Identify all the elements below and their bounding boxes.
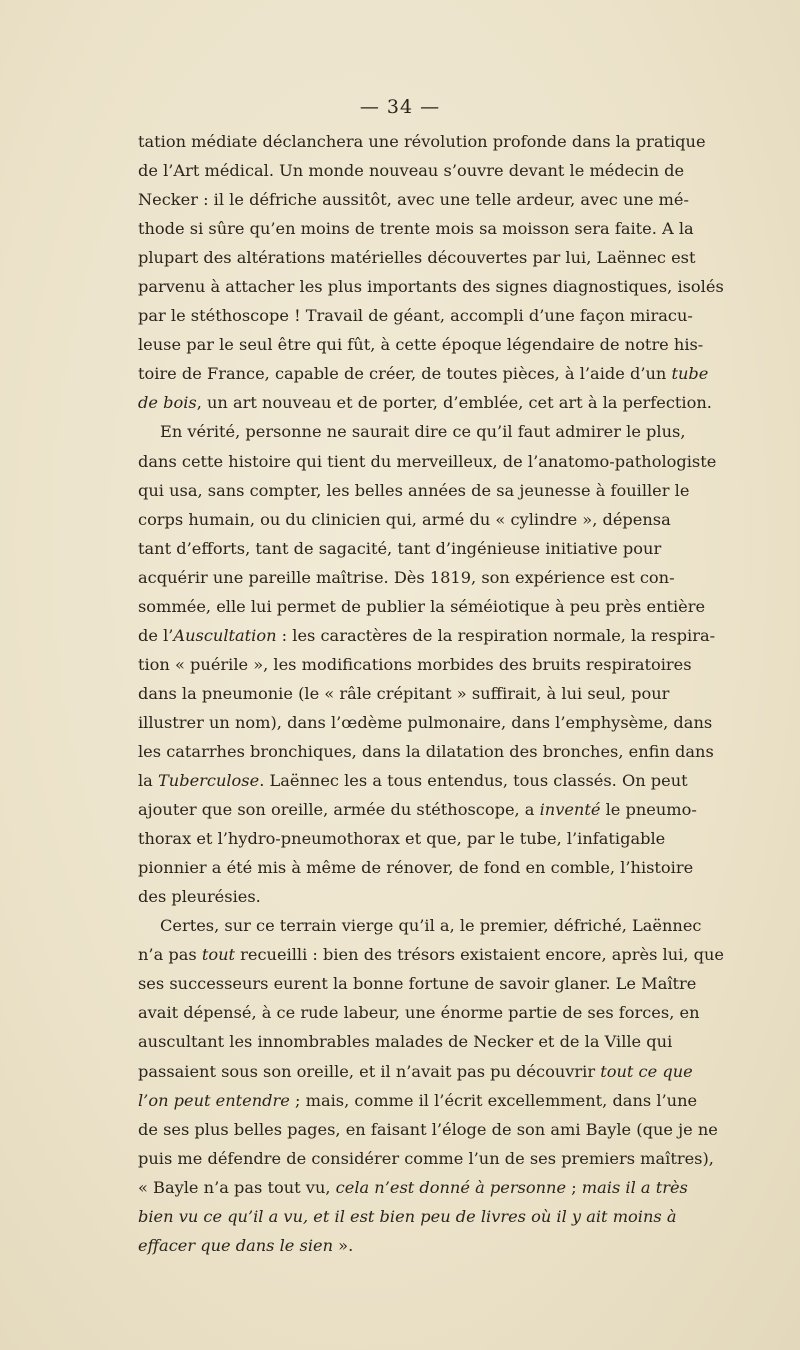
italic-text: Tuberculose [157,771,260,791]
text-line [138,214,694,243]
text-line [138,1115,718,1144]
text-run: parvenu à attacher les plus importants des signes diagnostiques, isolés [138,277,724,297]
text-run: En vérité, personne ne saurait dire ce qu’il faut admirer le plus, [160,422,686,442]
text-run: ». [333,1235,354,1255]
text-run: . Laënnec les a tous entendus, tous classés. On peut [259,771,688,791]
text-line [138,940,724,969]
text-run: de l’ [138,625,174,645]
text-line [138,185,689,214]
text-run: , un art nouveau et de porter, d’emblée, cet art à la perfection. [196,393,712,413]
text-run: illustrer un nom), dans l’œdème pulmonaire, dans l’emphysème, dans [138,712,713,732]
text-run: de ses plus belles pages, en faisant l’éloge de son ami Bayle (que je ne [138,1119,718,1139]
text-run: qui usa, sans compter, les belles années de sa jeunesse à fouiller le [138,480,690,500]
text-line [138,447,717,476]
text-run: recueilli : bien des trésors existaient encore, après lui, que [235,945,724,965]
text-line [138,679,670,708]
text-run: thorax et l’hydro-pneumothorax et que, par le tube, l’infatigable [138,829,666,849]
text-line [138,243,696,272]
italic-text: cela n’est donné à personne [335,1177,567,1197]
text-line [138,1173,688,1202]
text-line [138,650,692,679]
page-number: — 34 — [359,96,441,118]
text-run: le pneumo- [600,800,697,820]
text-run: auscultant les innombrables malades de Necker et de la Ville qui [138,1032,673,1052]
text-line [138,882,659,911]
text-run: toire de France, capable de créer, de toutes pièces, à l’aide d’un [138,364,672,384]
italic-text: inventé [539,800,601,820]
text-line [138,621,716,650]
text-run: pionnier a été mis à même de rénover, de fond en comble, l’histoire [138,858,694,878]
text-line [138,969,697,998]
text-line [138,301,693,330]
italic-text: Auscultation [173,625,277,645]
text-line [138,1202,677,1231]
text-run: avait dépensé, à ce rude labeur, une énorme partie de ses forces, en [138,1003,700,1023]
text-line [138,476,690,505]
text-run: Necker : il le défriche aussitôt, avec une telle ardeur, avec une mé- [138,190,689,210]
text-run: par le stéthoscope ! Travail de géant, accompli d’une façon miracu- [138,306,693,326]
italic-text: tout [201,945,236,965]
text-run: passaient sous son oreille, et il n’avait pas pu découvrir [138,1061,601,1081]
text-run: leuse par le seul être qui fût, à cette époque légendaire de notre his- [138,335,704,355]
text-line [138,592,706,621]
italic-text: de bois [138,393,197,413]
text-line [138,998,700,1027]
text-run: : les caractères de la respiration normale, la respira- [276,625,716,645]
text-run: plupart des altérations matérielles découvertes par lui, Laënnec est [138,248,696,268]
text-line [138,1057,693,1086]
italic-text: mais il a très [581,1177,688,1197]
text-line [138,388,712,417]
text-run: n’a pas [138,945,202,965]
text-line [138,1231,659,1260]
text-run: tion « puérile », les modifications morbides des bruits respiratoires [138,654,692,674]
text-run: ; mais, comme il l’écrit excellemment, dans l’une [289,1090,698,1110]
text-line [138,156,685,185]
text-run: corps humain, ou du clinicien qui, armé du « cylindre », dépensa [138,509,671,529]
italic-text: tout ce que [600,1061,693,1081]
text-run: acquérir une pareille maîtrise. Dès 1819, son expérience est con- [138,567,675,587]
text-line [138,417,686,446]
text-line [138,911,702,940]
text-run: la [138,771,158,791]
text-line [138,1144,714,1173]
text-line [138,766,688,795]
text-line [138,1086,698,1115]
text-run: Certes, sur ce terrain vierge qu’il a, le premier, défriché, Laënnec [160,916,702,936]
text-line [138,359,709,388]
text-run: tation médiate déclanchera une révolution profonde dans la pratique [138,132,706,151]
text-run: des pleurésies. [138,887,261,907]
text-line [138,824,666,853]
text-run: sommée, elle lui permet de publier la séméiotique à peu près entière [138,596,706,616]
text-run: thode si sûre qu’en moins de trente mois sa moisson sera faite. A la [138,219,694,239]
text-run: ; [566,1177,582,1197]
text-run: dans cette histoire qui tient du merveilleux, de l’anatomo-pathologiste [138,451,717,471]
text-run: ajouter que son oreille, armée du stéthoscope, a [138,800,540,820]
text-run: tant d’efforts, tant de sagacité, tant d’ingénieuse initiative pour [138,538,662,558]
text-run: de l’Art médical. Un monde nouveau s’ouvre devant le médecin de [138,161,685,181]
text-line [138,272,724,301]
text-run: les catarrhes bronchiques, dans la dilatation des bronches, enfin dans [138,741,714,761]
text-line [138,330,704,359]
text-line [138,795,697,824]
text-line [138,127,706,156]
text-run: ses successeurs eurent la bonne fortune de savoir glaner. Le Maître [138,974,697,994]
italic-text: tube [671,364,709,384]
text-line [138,737,714,766]
text-line [138,534,662,563]
text-line [138,505,671,534]
text-line [138,563,675,592]
text-run: « Bayle n’a pas tout vu, [138,1177,336,1197]
text-run: puis me défendre de considérer comme l’un de ses premiers maîtres), [138,1148,714,1168]
text-line [138,853,694,882]
text-run: dans la pneumonie (le « râle crépitant » suffirait, à lui seul, pour [138,683,670,703]
text-line [138,708,713,737]
text-line [138,1027,673,1056]
body-text [138,127,724,1260]
italic-text: effacer que dans le sien [138,1235,334,1255]
italic-text: bien vu ce qu’il a vu, et il est bien peu de livres où il y ait moins à [138,1206,677,1226]
italic-text: l’on peut entendre [138,1090,290,1110]
